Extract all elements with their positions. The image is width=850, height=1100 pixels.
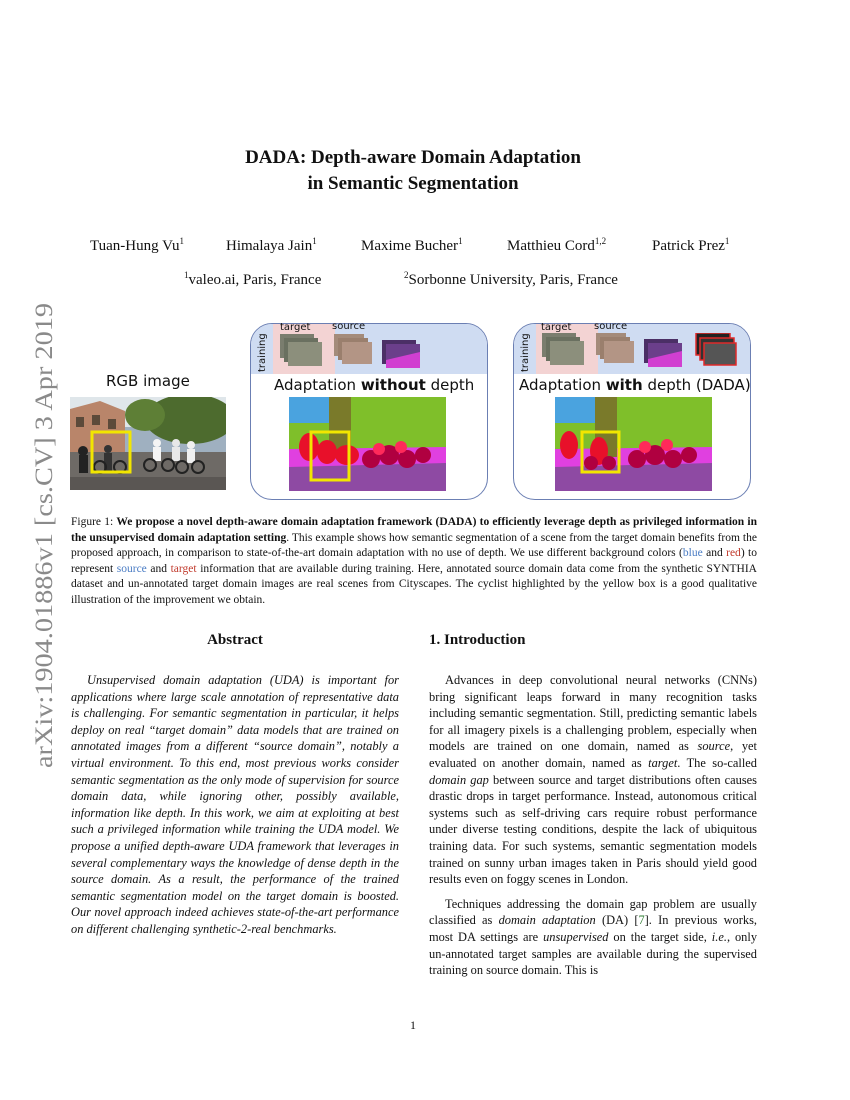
introduction-heading: 1. Introduction bbox=[429, 632, 526, 648]
intro-paragraph-2 bbox=[429, 896, 757, 979]
intro-p2-d: on the target side, bbox=[608, 929, 712, 944]
affiliation-2 bbox=[404, 272, 618, 289]
source-label: source bbox=[332, 321, 366, 332]
title-line-2: in Semantic Segmentation bbox=[307, 173, 519, 194]
paper-title bbox=[0, 145, 826, 197]
abstract-heading: Abstract bbox=[207, 632, 263, 648]
rgb-image-label: RGB image bbox=[106, 372, 190, 390]
affil-sup: 1 bbox=[184, 270, 189, 280]
source-label: source bbox=[594, 321, 628, 332]
panel-2-title-pre: Adaptation bbox=[519, 376, 606, 394]
caption-label: Figure 1: bbox=[71, 516, 114, 528]
author-name: Maxime Bucher bbox=[361, 238, 459, 254]
author-3 bbox=[361, 238, 463, 255]
author-affil-sup: 1 bbox=[724, 236, 730, 246]
intro-p1-target: target bbox=[648, 755, 678, 770]
author-2 bbox=[226, 238, 317, 255]
author-affil-sup: 1,2 bbox=[594, 236, 607, 246]
caption-red-word: red bbox=[726, 547, 741, 560]
author-affil-sup: 1 bbox=[312, 236, 317, 246]
intro-p2-a: Techniques addressing the domain gap problem are usually classified as bbox=[429, 896, 757, 928]
intro-p2-ie: i.e. bbox=[711, 929, 727, 944]
caption-and: and bbox=[702, 547, 727, 560]
intro-p1-b: , yet evaluated on another domain, named as bbox=[429, 739, 757, 770]
intro-p2-e: , only un-annotated target samples are available during the supervised training on source domain. This is bbox=[429, 929, 758, 978]
caption-target-word: target bbox=[170, 562, 197, 575]
arxiv-identifier bbox=[12, 300, 72, 770]
introduction-section bbox=[429, 632, 757, 979]
intro-p1-gap: domain gap bbox=[429, 772, 489, 787]
caption-and-2: and bbox=[146, 562, 171, 575]
affil-name: Sorbonne University, Paris, France bbox=[408, 272, 618, 288]
panel-1-title-bold: without bbox=[360, 376, 426, 394]
panel-2-title bbox=[519, 376, 751, 394]
intro-p1-d: between source and target distributions often causes drastic drops in target performance. Instead, autonomous critical systems such as self-driving cars require robust performance under diverse testing conditions, despite the lack of ubiquitous training data. For such systems, semantic segmentation models trained on sunny urban images taken in Paris should yield good results even on foggy scenes in London. bbox=[429, 772, 757, 887]
caption-blue-word: blue bbox=[682, 547, 703, 560]
intro-p1-c: . The so-called bbox=[677, 755, 757, 770]
panel-2-title-post: depth (DADA) bbox=[642, 376, 751, 394]
intro-paragraph-1 bbox=[429, 672, 757, 888]
affil-sup: 2 bbox=[404, 270, 409, 280]
author-list bbox=[80, 238, 770, 260]
abstract-section bbox=[71, 632, 399, 938]
intro-p2-b: (DA) [ bbox=[595, 913, 639, 928]
author-1 bbox=[90, 238, 184, 255]
panel-1-title-post: depth bbox=[425, 376, 475, 394]
caption-text-1: . This example shows how semantic segmentation of a scene from the target domain benefits from the proposed approach, in comparison to state-of-the-art domain adaptation with no use of depth. We use different background colors ( bbox=[71, 531, 757, 560]
panel-1-thumbnails bbox=[278, 334, 428, 370]
arxiv-identifier-text: arXiv:1904.01886v1 [cs.CV] 3 Apr 2019 bbox=[31, 356, 58, 768]
intro-p1-a: Advances in deep convolutional neural networks (CNNs) bring significant leaps forward in many recognition tasks including semantic segmentation. Still, predicting semantic labels for all imagery pixels is a challenging problem, especially when models are trained on one domain, named as bbox=[429, 673, 757, 754]
author-affil-sup: 1 bbox=[179, 236, 185, 246]
panel-2-thumbnails bbox=[540, 333, 740, 371]
segmentation-with-depth bbox=[555, 397, 712, 491]
author-name: Tuan-Hung Vu bbox=[90, 238, 180, 254]
affiliation-1 bbox=[184, 272, 321, 289]
target-label: target bbox=[541, 322, 572, 333]
caption-source-word: source bbox=[116, 562, 147, 575]
title-line-1: DADA: Depth-aware Domain Adaptation bbox=[245, 147, 581, 168]
intro-p2-unsup: unsupervised bbox=[543, 929, 609, 944]
author-affil-sup: 1 bbox=[458, 236, 463, 246]
author-5 bbox=[652, 238, 729, 255]
training-label: training bbox=[257, 333, 268, 372]
author-name: Patrick Prez bbox=[652, 238, 725, 254]
target-label: target bbox=[280, 322, 311, 333]
abstract-text: Unsupervised domain adaptation (UDA) is important for applications where large scale annotation of representative data is challenging. For semantic segmentation in particular, it helps deploy on real “target domain” data models that are trained on annotated images from a different “source domain”, notably a virtual environment. To this end, most previous works consider semantic segmentation as the only mode of supervision for source domain data, while ignoring other, possibly available, information like depth. In this work, we aim at exploiting at best such a privileged information while training the UDA model. We propose a unified depth-aware UDA framework that leverages in several complementary ways the knowledge of dense depth in the source domain. As a result, the performance of the trained semantic segmentation model on the target domain is boosted. Our novel approach indeed achieves state-of-the-art performance on different challenging synthetic-2-real benchmarks. bbox=[71, 673, 399, 936]
author-name: Matthieu Cord bbox=[507, 238, 595, 254]
author-4 bbox=[507, 238, 606, 255]
intro-p1-source: source bbox=[697, 739, 731, 754]
intro-p2-c: ]. In previous works, most DA settings are bbox=[429, 913, 757, 944]
page-number: 1 bbox=[410, 1018, 416, 1032]
caption-bold: We propose a novel depth-aware domain adaptation framework (DADA) to efficiently leverage depth as privileged information in the unsupervised domain adaptation setting bbox=[71, 516, 757, 544]
affil-name: valeo.ai, Paris, France bbox=[188, 272, 322, 288]
intro-p2-da: domain adaptation bbox=[498, 913, 596, 928]
segmentation-without-depth bbox=[289, 397, 446, 491]
training-label: training bbox=[520, 333, 531, 372]
rgb-street-image bbox=[70, 397, 226, 490]
caption-text-3: information that are available during training. Here, annotated source domain data come from the synthetic SYNTHIA dataset and un-annotated target domain images are real scenes from Cityscapes. The cyclist highlighted by the yellow box is a good qualitative illustration of the improvement we obtain. bbox=[71, 562, 757, 606]
citation-link[interactable]: 7 bbox=[638, 913, 645, 928]
figure-caption bbox=[71, 515, 757, 609]
panel-1-title bbox=[274, 376, 474, 394]
panel-2-title-bold: with bbox=[605, 376, 643, 394]
panel-1-title-pre: Adaptation bbox=[274, 376, 361, 394]
caption-text-2: ) to represent bbox=[71, 547, 757, 575]
author-name: Himalaya Jain bbox=[226, 238, 313, 254]
